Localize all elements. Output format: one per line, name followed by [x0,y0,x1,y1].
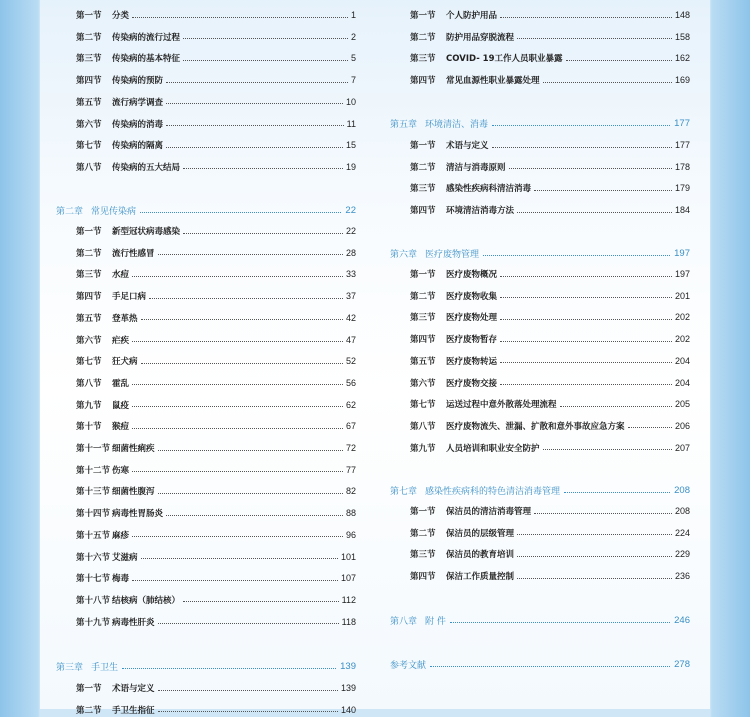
section-title: 猴痘 [112,422,130,433]
section-number: 第十七节 [76,574,111,585]
section-title: 霍乱 [112,378,130,389]
leader-dots [166,147,343,148]
section-number: 第二节 [410,528,436,539]
leader-dots [517,534,672,535]
section-number: 第一节 [76,227,102,237]
section-number: 第一节 [76,684,102,694]
page-number: 88 [345,508,356,519]
toc-section-entry[interactable] [410,289,690,303]
section-number: 第六节 [76,335,102,346]
page-number: 11 [346,118,356,129]
section-number: 第十一节 [76,444,111,454]
section-title: 登革热 [112,313,138,324]
leader-dots [500,17,672,18]
section-number: 第三节 [410,184,436,195]
leader-dots [132,276,343,277]
page-number: 197 [674,269,690,279]
leader-dots [141,319,343,320]
toc-section-entry[interactable] [76,311,356,325]
section-number: 第八节 [76,162,102,173]
section-title: 艾滋病 [112,552,138,563]
chapter-page-number: 197 [674,247,690,259]
section-number: 第二节 [76,248,102,259]
toc-section-entry[interactable] [76,571,356,585]
page-number: 5 [350,53,356,64]
toc-section-entry[interactable] [76,681,356,695]
leader-dots [560,406,672,407]
toc-section-entry[interactable] [76,506,356,520]
page-number: 158 [674,31,690,42]
leader-dots [564,492,670,493]
leader-dots [132,428,343,429]
section-title: 鼠疫 [112,400,130,411]
toc-section-entry[interactable] [410,526,690,540]
toc-section-entry[interactable] [76,484,356,498]
leader-dots [158,493,343,494]
leader-dots [517,38,672,39]
section-number: 第五节 [410,356,436,367]
leader-dots [158,690,338,691]
toc-section-entry[interactable] [76,615,356,629]
chapter-number: 第二章 [56,206,84,217]
toc-section-entry[interactable] [410,181,690,195]
leader-dots [132,580,338,581]
toc-section-entry[interactable] [76,528,356,542]
leader-dots [534,190,672,191]
section-title: 传染病的预防 [112,76,164,87]
section-title: 结核病（肺结核） [112,595,181,606]
toc-section-entry[interactable] [410,376,690,390]
section-title: 医疗废物收集 [446,291,498,302]
leader-dots [543,449,672,450]
chapter-title: 环境清洁、消毒 [425,119,489,130]
leader-dots [158,711,338,712]
leader-dots [166,103,343,104]
section-number: 第九节 [76,400,102,411]
leader-dots [500,384,672,385]
page-number: 42 [345,312,356,323]
section-title: 个人防护用品 [446,11,498,21]
section-title: 医疗废物流失、泄漏、扩散和意外事故应急方案 [446,421,625,432]
page-number: 7 [350,75,356,86]
leader-dots [183,233,343,234]
section-title: 麻疹 [112,530,130,541]
page-number: 206 [674,420,690,431]
toc-section-entry[interactable] [76,441,356,455]
toc-section-entry[interactable] [410,73,690,87]
section-number: 第八节 [76,378,102,389]
leader-dots [132,406,343,407]
toc-section-entry[interactable] [76,550,356,564]
page-number: 208 [674,506,690,516]
section-title: 保洁工作质量控制 [446,572,515,583]
toc-chapter-heading[interactable] [390,612,690,628]
section-number: 第二节 [76,32,102,43]
leader-dots [483,255,670,256]
leader-dots [183,601,339,602]
leader-dots [166,125,344,126]
page-number: 62 [345,399,356,410]
section-title: 术语与定义 [446,141,489,151]
page-number: 72 [345,443,356,453]
chapter-page-number: 278 [674,658,690,670]
leader-dots [149,298,343,299]
leader-dots [183,38,348,39]
toc-section-entry[interactable] [76,703,356,717]
chapter-page-number: 139 [340,660,356,672]
toc-section-entry[interactable] [76,246,356,260]
toc-chapter-heading[interactable] [56,202,356,218]
section-number: 第二节 [76,705,102,716]
section-number: 第十节 [76,422,102,433]
page-number: 179 [674,183,690,194]
section-number: 第五节 [76,313,102,324]
section-number: 第十二节 [76,465,111,476]
section-title: 分类 [112,11,130,21]
section-title: 传染病的隔离 [112,141,164,152]
page-number: 22 [345,226,356,236]
toc-chapter-heading[interactable] [390,115,690,131]
chapter-title: 参考文献 [390,660,427,671]
leader-dots [492,147,672,148]
page-number: 2 [350,31,356,42]
section-number: 第七节 [76,357,102,368]
page-number: 202 [674,334,690,345]
toc-section-entry[interactable] [76,398,356,412]
chapter-title: 附 件 [425,616,446,627]
leader-dots [158,623,339,624]
section-title: COVID- 19工作人员职业暴露 [446,54,563,65]
section-number: 第二节 [410,162,436,173]
page-number: 47 [345,334,356,345]
section-title: 传染病的消毒 [112,119,164,130]
section-title: 流行性感冒 [112,248,155,259]
toc-section-entry[interactable] [410,310,690,324]
leader-dots [492,125,670,126]
section-number: 第四节 [410,206,436,217]
section-title: 伤寒 [112,465,130,476]
leader-dots [122,668,336,669]
page-number: 77 [345,464,356,475]
chapter-title: 常见传染病 [91,206,137,217]
leader-dots [543,82,672,83]
section-number: 第二节 [410,32,436,43]
toc-section-entry[interactable] [410,441,690,455]
leader-dots [183,60,348,61]
leader-dots [430,666,670,667]
section-title: 环境清洁消毒方法 [446,206,515,217]
section-title: 病毒性肝炎 [112,617,155,628]
leader-dots [509,168,672,169]
toc-section-entry[interactable] [410,397,690,411]
leader-dots [517,212,672,213]
section-number: 第四节 [76,292,102,303]
toc-section-entry[interactable] [76,51,356,65]
page-number: 67 [345,421,356,432]
section-title: 常见血源性职业暴露处理 [446,76,540,87]
chapter-page-number: 22 [345,204,356,216]
section-number: 第四节 [410,76,436,87]
section-title: 医疗废物交接 [446,378,498,389]
section-title: 传染病的基本特征 [112,54,181,65]
leader-dots [500,362,672,363]
page-number: 19 [345,161,356,172]
page-number: 37 [345,291,356,302]
section-number: 第三节 [410,54,436,65]
page-number: 112 [341,594,356,605]
section-number: 第十八节 [76,595,111,606]
leader-dots [517,556,672,557]
toc-section-entry[interactable] [76,95,356,109]
leader-dots [158,450,343,451]
section-number: 第一节 [76,11,102,21]
toc-section-entry[interactable] [410,51,690,65]
page-number: 162 [674,53,690,64]
page-number: 139 [340,683,356,693]
page-number: 52 [345,356,356,367]
leader-dots [450,622,670,623]
section-title: 术语与定义 [112,684,155,694]
leader-dots [566,60,672,61]
leader-dots [141,558,338,559]
leader-dots [140,212,341,213]
section-title: 梅毒 [112,574,130,585]
chapter-page-number: 177 [674,117,690,129]
toc-section-entry[interactable] [76,8,356,22]
section-number: 第七节 [410,400,436,411]
leader-dots [534,513,672,514]
leader-dots [132,536,343,537]
toc-section-entry[interactable] [410,504,690,518]
section-number: 第九节 [410,443,436,454]
leader-dots [166,515,343,516]
page-number: 169 [674,75,690,86]
section-title: 新型冠状病毒感染 [112,227,181,237]
section-title: 病毒性胃肠炎 [112,509,164,520]
toc-section-entry[interactable] [76,376,356,390]
section-title: 狂犬病 [112,357,138,368]
toc-section-entry[interactable] [410,8,690,22]
page-number: 177 [674,140,690,150]
section-title: 细菌性痢疾 [112,444,155,454]
page-number: 28 [345,247,356,258]
page-number: 202 [674,312,690,323]
toc-section-entry[interactable] [410,30,690,44]
leader-dots [166,82,348,83]
section-title: 流行病学调查 [112,97,164,108]
toc-section-entry[interactable] [76,593,356,607]
toc-section-entry[interactable] [76,419,356,433]
page-number: 56 [345,377,356,388]
leader-dots [183,168,343,169]
toc-chapter-heading[interactable] [390,245,690,261]
page-number: 96 [345,529,356,540]
toc-section-entry[interactable] [410,138,690,152]
toc-section-entry[interactable] [76,463,356,477]
leader-dots [500,341,672,342]
page-number: 118 [341,616,356,627]
chapter-title: 手卫生 [91,662,119,673]
section-number: 第一节 [410,270,436,280]
toc-section-entry[interactable] [410,267,690,281]
section-title: 保洁员的教育培训 [446,550,515,561]
section-title: 医疗废物转运 [446,356,498,367]
section-number: 第一节 [410,507,436,517]
toc-section-entry[interactable] [76,30,356,44]
page-number: 140 [340,704,356,715]
section-title: 手足口病 [112,292,147,303]
section-title: 细菌性腹泻 [112,487,155,498]
toc-section-entry[interactable] [76,333,356,347]
chapter-number: 第三章 [56,662,84,673]
section-number: 第八节 [410,421,436,432]
section-number: 第七节 [76,141,102,152]
leader-dots [517,578,672,579]
chapter-title: 医疗废物管理 [425,249,480,260]
section-title: 医疗废物暂存 [446,335,498,346]
chapter-number: 第五章 [390,119,418,130]
section-number: 第十四节 [76,509,111,520]
toc-section-entry[interactable] [76,354,356,368]
section-number: 第一节 [410,141,436,151]
section-title: 手卫生指征 [112,705,155,716]
toc-section-entry[interactable] [76,289,356,303]
leader-dots [500,297,672,298]
page-number: 224 [674,527,690,538]
toc-chapter-heading[interactable] [390,482,690,498]
section-number: 第十六节 [76,552,111,563]
leader-dots [132,341,343,342]
section-title: 保洁员的清洁消毒管理 [446,507,532,517]
section-number: 第三节 [76,270,102,281]
section-title: 防护用品穿脱流程 [446,32,515,43]
page-number: 207 [674,442,690,453]
leader-dots [132,384,343,385]
section-title: 医疗废物概况 [446,270,498,280]
section-number: 第三节 [410,313,436,324]
chapter-title: 感染性疾病科的特色清洁消毒管理 [425,486,561,497]
toc-section-entry[interactable] [76,73,356,87]
chapter-number: 第六章 [390,249,418,260]
toc-section-entry[interactable] [410,332,690,346]
page-number: 82 [345,486,356,497]
leader-dots [628,427,672,428]
toc-section-entry[interactable] [410,419,690,433]
toc-section-entry[interactable] [410,160,690,174]
section-number: 第十五节 [76,530,111,541]
section-title: 水痘 [112,270,130,281]
page-number: 148 [674,10,690,20]
toc-section-entry[interactable] [76,267,356,281]
page-number: 205 [674,399,690,410]
chapter-number: 第七章 [390,486,418,497]
toc-section-entry[interactable] [76,117,356,131]
section-title: 保洁员的层级管理 [446,528,515,539]
section-number: 第六节 [410,378,436,389]
chapter-page-number: 208 [674,484,690,496]
section-title: 医疗废物处理 [446,313,498,324]
section-title: 感染性疾病科清洁消毒 [446,184,532,195]
section-number: 第二节 [410,291,436,302]
page-number: 107 [340,573,356,584]
section-number: 第三节 [76,54,102,65]
page-number: 101 [340,551,356,562]
page-number: 178 [674,161,690,172]
section-title: 清洁与消毒原则 [446,162,506,173]
section-number: 第三节 [410,550,436,561]
section-title: 传染病的五大结局 [112,162,181,173]
toc-section-entry[interactable] [410,203,690,217]
section-title: 运送过程中意外散落处理流程 [446,400,557,411]
section-number: 第六节 [76,119,102,130]
section-title: 传染病的流行过程 [112,32,181,43]
section-number: 第四节 [410,335,436,346]
section-number: 第五节 [76,97,102,108]
chapter-number: 第八章 [390,616,418,627]
page-number: 184 [674,205,690,216]
section-number: 第十三节 [76,487,111,498]
section-number: 第四节 [410,572,436,583]
section-number: 第四节 [76,76,102,87]
page-number: 33 [345,269,356,280]
toc-section-entry[interactable] [410,547,690,561]
leader-dots [132,17,348,18]
section-number: 第十九节 [76,617,111,628]
section-title: 疟疾 [112,335,130,346]
page-number: 201 [674,290,690,301]
page-number: 1 [350,10,356,20]
section-number: 第一节 [410,11,436,21]
chapter-page-number: 246 [674,614,690,626]
toc-section-entry[interactable] [76,138,356,152]
toc-chapter-heading[interactable] [56,658,356,674]
toc-section-entry[interactable] [76,160,356,174]
leader-dots [158,254,343,255]
leader-dots [141,363,343,364]
toc-chapter-heading[interactable] [390,656,690,672]
leader-dots [500,276,672,277]
page-number: 236 [674,571,690,582]
page-number: 15 [345,140,356,151]
section-title: 人员培训和职业安全防护 [446,443,540,454]
page-number: 204 [674,355,690,366]
toc-section-entry[interactable] [76,224,356,238]
leader-dots [132,471,343,472]
page-number: 229 [674,549,690,560]
leader-dots [500,319,672,320]
page-number: 10 [345,96,356,107]
page-number: 204 [674,377,690,388]
toc-section-entry[interactable] [410,354,690,368]
toc-section-entry[interactable] [410,569,690,583]
